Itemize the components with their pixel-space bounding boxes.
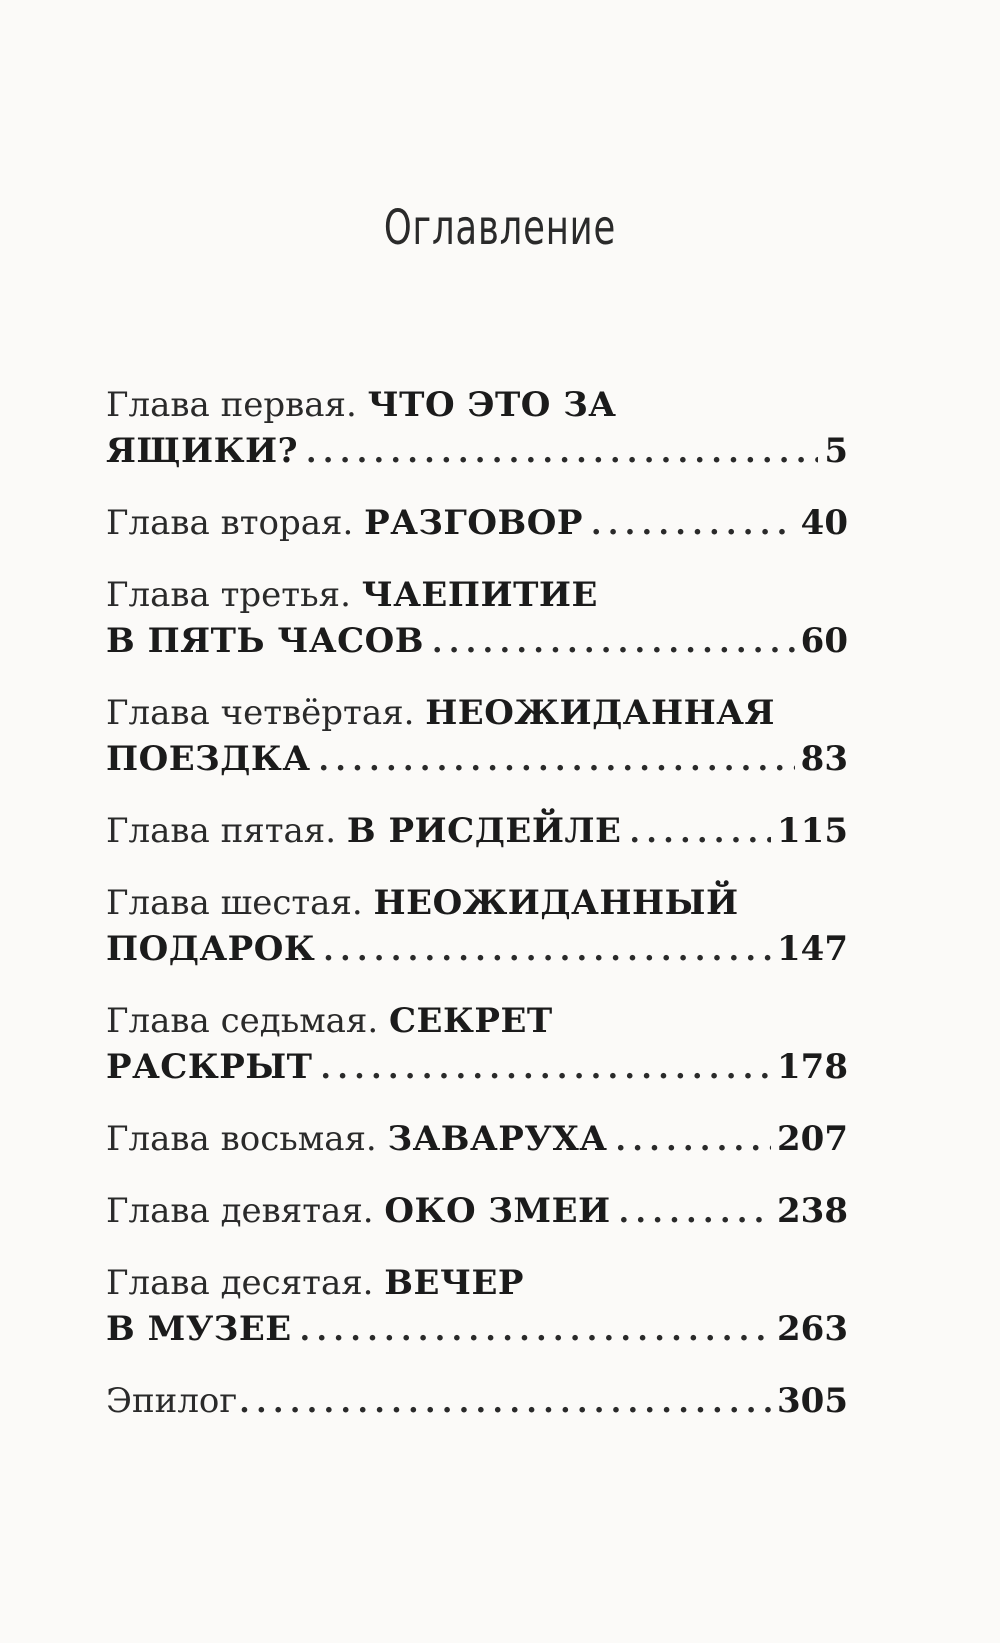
chapter-heading: СЕКРЕТ [389,1001,553,1041]
page-number: 147 [777,929,848,969]
chapter-label: Глава седьмая. [106,1001,379,1041]
chapter-heading: НЕОЖИДАННАЯ [425,693,775,733]
toc-entry-line [106,880,848,926]
toc-entry-line [106,690,848,736]
toc-entry-line [106,1116,848,1162]
page-number: 115 [777,811,848,851]
chapter-heading: ЗАВАРУХА [387,1119,608,1159]
page-number: 263 [777,1309,848,1349]
toc-entry-chapter-8 [106,1116,848,1162]
chapter-heading: ОКО ЗМЕИ [384,1191,611,1231]
toc-entry-line [106,736,848,782]
toc-entry-chapter-2 [106,500,848,546]
page-number: 5 [824,431,848,471]
chapter-heading: ВЕЧЕР [384,1263,524,1303]
toc-entry-chapter-5 [106,808,848,854]
chapter-label: Глава десятая. [106,1263,374,1303]
toc-entry-line [106,428,848,474]
chapter-heading: В РИСДЕЙЛЕ [346,811,622,851]
toc-entry-epilogue [106,1378,848,1424]
chapter-label: Глава четвёртая. [106,693,415,733]
dot-leader [319,738,795,784]
chapter-heading: ЧТО ЭТО ЗА [367,385,617,425]
dot-leader [432,620,795,666]
dot-leader [239,1380,771,1426]
chapter-heading: НЕОЖИДАННЫЙ [373,883,739,923]
page-number: 238 [777,1191,848,1231]
chapter-heading: РАСКРЫТ [106,1047,313,1087]
chapter-label: Глава третья. [106,575,351,615]
chapter-label: Глава девятая. [106,1191,374,1231]
toc-entry-chapter-6 [106,880,848,972]
dot-leader [306,430,818,476]
chapter-heading: РАЗГОВОР [364,503,583,543]
toc-entry-line [106,1306,848,1352]
toc-entry-line [106,1378,848,1424]
page-number: 305 [777,1381,848,1421]
page-number: 60 [800,621,848,661]
dot-leader [320,1046,771,1092]
toc-entry-line [106,572,848,618]
chapter-label: Глава вторая. [106,503,354,543]
toc-entry-line [106,1188,848,1234]
dot-leader [323,928,771,974]
toc-entry-chapter-1 [106,382,848,474]
toc-entry-line [106,926,848,972]
epilogue-label: Эпилог [106,1381,238,1421]
toc-entry-chapter-7 [106,998,848,1090]
page-number: 83 [800,739,848,779]
dot-leader [300,1308,771,1354]
page-number: 178 [777,1047,848,1087]
toc-entry-chapter-9 [106,1188,848,1234]
chapter-label: Глава первая. [106,385,357,425]
toc-entry-line [106,500,848,546]
toc-entry-line [106,618,848,664]
dot-leader [619,1190,771,1236]
chapter-heading: В ПЯТЬ ЧАСОВ [106,621,425,661]
toc-entry-chapter-4 [106,690,848,782]
page-number: 207 [777,1119,848,1159]
chapter-heading: ЧАЕПИТИЕ [361,575,598,615]
toc-entry-line [106,808,848,854]
page-number: 40 [800,503,848,543]
dot-leader [629,810,771,856]
chapter-heading: ПОЕЗДКА [106,739,311,779]
chapter-heading: ЯЩИКИ? [106,431,299,471]
toc-entry-chapter-3 [106,572,848,664]
toc-title: Оглавление [383,200,617,256]
toc-entry-line [106,998,848,1044]
chapter-label: Глава пятая. [106,811,337,851]
dot-leader [615,1118,771,1164]
toc-entry-line [106,382,848,428]
toc-entry-line [106,1260,848,1306]
chapter-label: Глава восьмая. [106,1119,377,1159]
chapter-heading: ПОДАРОК [106,929,316,969]
toc-entry-line [106,1044,848,1090]
table-of-contents [106,382,848,1424]
toc-entry-chapter-10 [106,1260,848,1352]
chapter-label: Глава шестая. [106,883,363,923]
chapter-heading: В МУЗЕЕ [106,1309,292,1349]
dot-leader [591,502,795,548]
